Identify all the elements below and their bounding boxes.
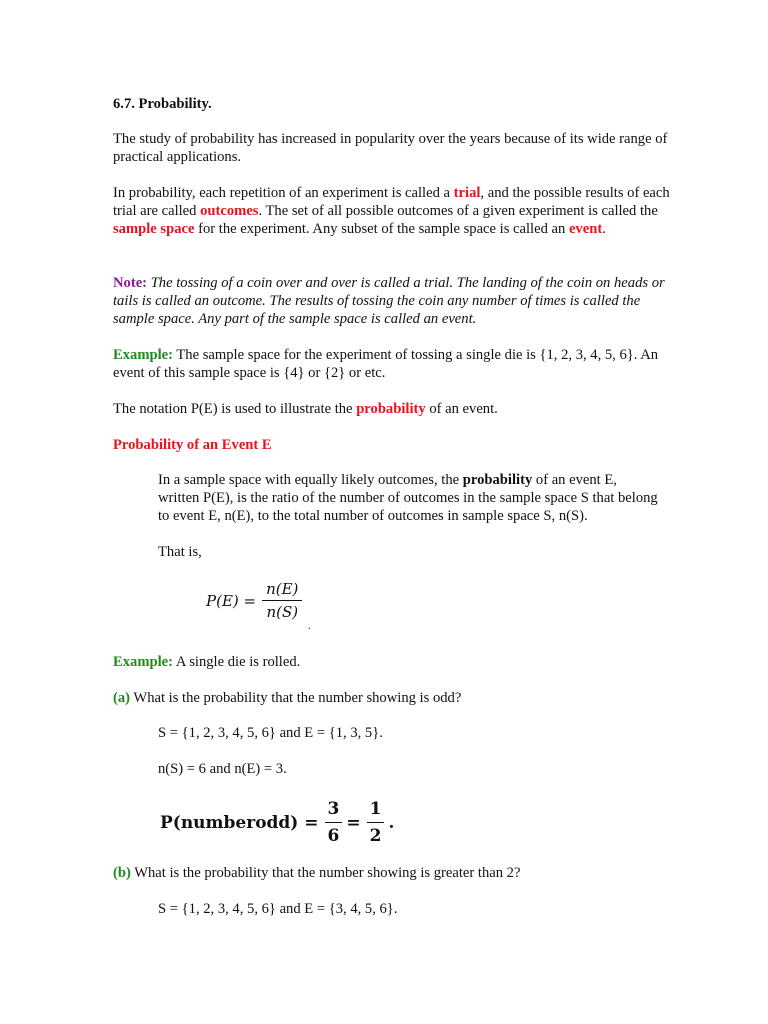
formula-denominator: n(S) (266, 603, 299, 621)
formula2-numerator-2: 1 (367, 799, 385, 823)
question-b-sets: S = {1, 2, 3, 4, 5, 6} and E = {3, 4, 5, 6}. (158, 901, 398, 917)
term-event: event (568, 221, 603, 237)
formula-trailing-dot: . (308, 621, 311, 632)
section-title: 6.7. Probability. (113, 96, 212, 112)
formula2-fraction-2 (367, 799, 385, 846)
probability-formula (206, 580, 302, 621)
example-text: The sample space for the experiment of tossing a single die is {1, 2, 3, 4, 5, 6}. An event of this sample space is {4} or {2} or etc. (113, 347, 659, 381)
notation-text: of an event. (425, 401, 498, 417)
definition-text: of an event E, written P(E), is the ratio of the number of outcomes in the sample space S that belong to event E, n(E), to the total number of outcomes in sample space S, n(S). (158, 472, 658, 524)
term-trial: trial (453, 185, 481, 201)
definitions-text: In probability, each repetition of an experiment is called a (113, 185, 454, 201)
term-outcomes: outcomes (200, 203, 259, 219)
definitions-text: . The set of all possible outcomes of a given experiment is called the (258, 203, 658, 219)
definitions-text: for the experiment. Any subset of the sample space is called an (194, 221, 569, 237)
formula-numerator: n(E) (262, 580, 302, 601)
definitions-text: , and the possible results of each trial are called (113, 185, 670, 219)
example-label: Example: (113, 654, 173, 670)
that-is-label: That is, (158, 544, 202, 560)
formula2-lhs: P(numberodd) = (160, 812, 319, 833)
example-paragraph (113, 653, 673, 671)
definitions-paragraph (113, 184, 673, 238)
question-a-counts: n(S) = 6 and n(E) = 3. (158, 761, 287, 777)
subsection-heading: Probability of an Event E (113, 437, 272, 453)
formula2-fraction-1 (325, 799, 343, 846)
formula2-denominator-2: 2 (369, 826, 382, 846)
term-sample-space: sample space (113, 221, 195, 237)
notation-paragraph (113, 400, 673, 418)
note-paragraph (113, 274, 673, 328)
notation-text: The notation P(E) is used to illustrate the (113, 401, 357, 417)
formula-lhs: P(E) = (206, 591, 257, 610)
question-a-label: (a) (113, 690, 131, 706)
example-paragraph (113, 346, 673, 382)
formula2-equals: = (346, 812, 361, 833)
definition-block (158, 471, 658, 525)
question-b (113, 864, 673, 882)
formula2-denominator-1: 6 (327, 826, 340, 846)
example-text: A single die is rolled. (173, 654, 301, 670)
odd-probability-formula (160, 799, 394, 846)
question-a-text: What is the probability that the number showing is odd? (130, 690, 462, 706)
definitions-text: . (602, 221, 606, 237)
question-a (113, 689, 673, 707)
formula2-numerator-1: 3 (325, 799, 343, 823)
question-b-text: What is the probability that the number showing is greater than 2? (130, 865, 521, 881)
formula2-trailing-dot: . (388, 812, 395, 833)
formula-fraction (262, 580, 302, 621)
definition-text: In a sample space with equally likely outcomes, the (158, 472, 463, 488)
question-a-sets: S = {1, 2, 3, 4, 5, 6} and E = {1, 3, 5}. (158, 725, 383, 741)
intro-paragraph: The study of probability has increased in popularity over the years because of its wide range of practical applications. (113, 131, 668, 165)
question-b-label: (b) (113, 865, 131, 881)
note-label: Note: (113, 275, 148, 291)
term-probability: probability (356, 401, 426, 417)
definition-bold-term: probability (462, 472, 533, 488)
example-label: Example: (113, 347, 173, 363)
note-text: The tossing of a coin over and over is called a trial. The landing of the coin on heads or tails is called an outcome. The results of tossing the coin any number of times is called the sample space. Any part of the sample space is called an event. (113, 275, 665, 327)
